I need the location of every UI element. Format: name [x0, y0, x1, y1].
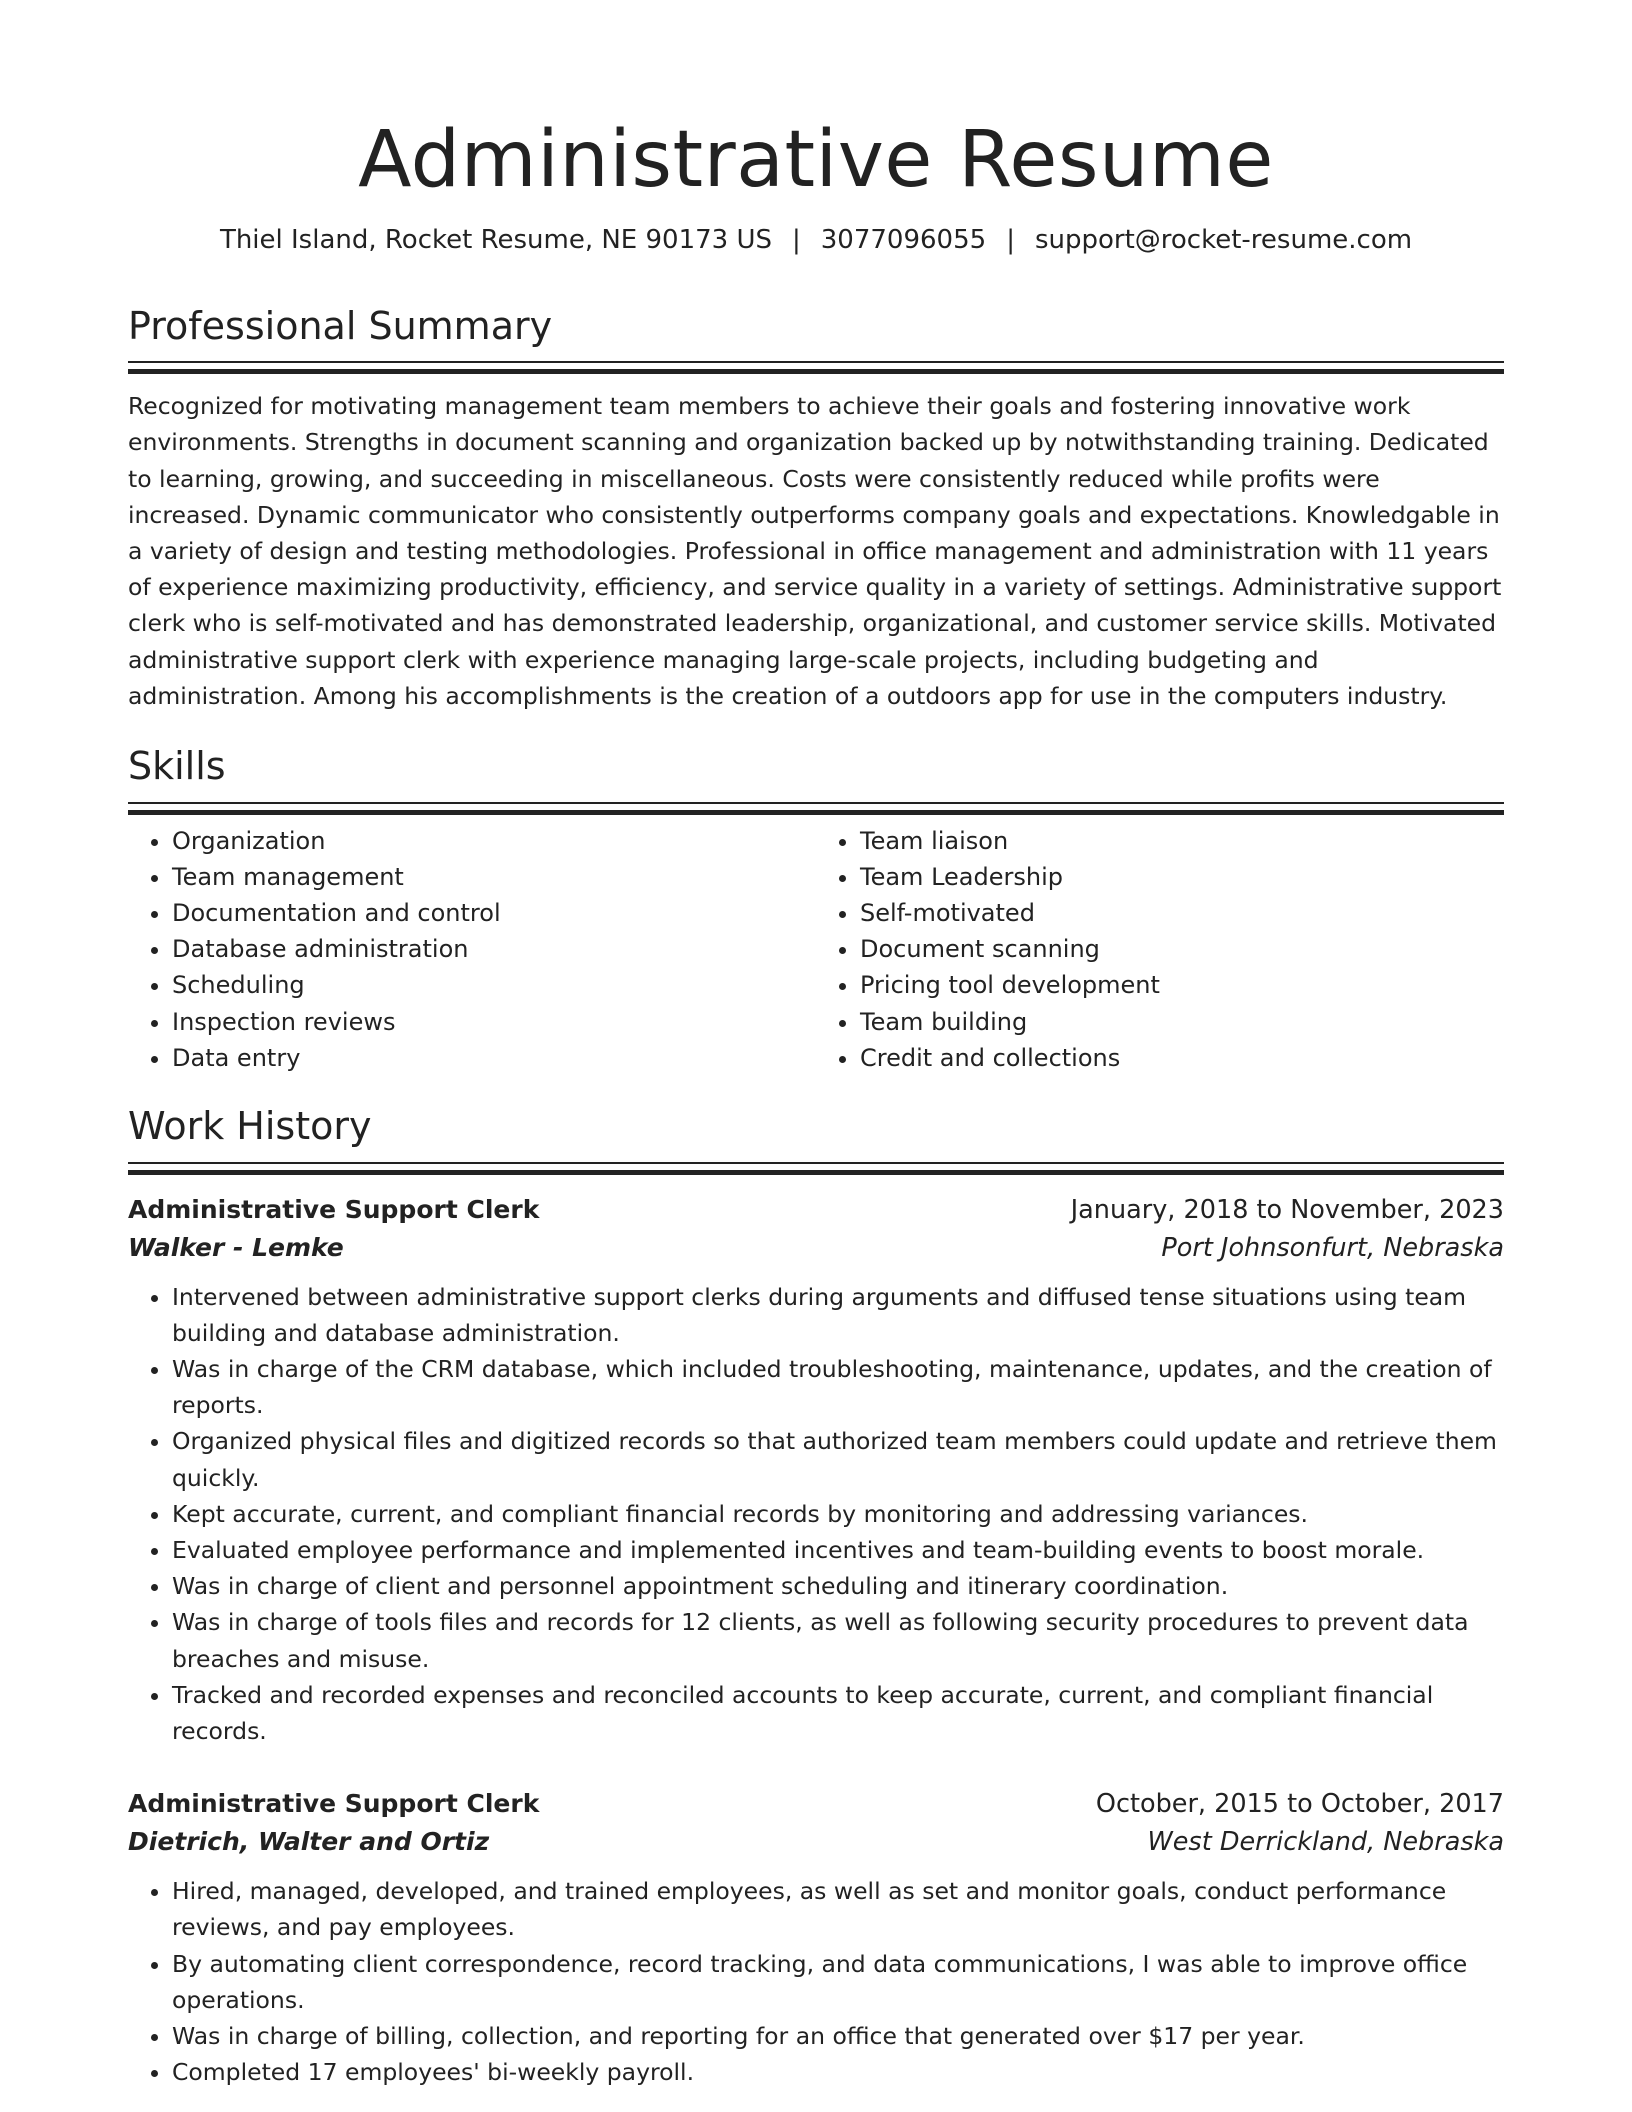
skill-item: • Documentation and control — [172, 895, 816, 931]
section-heading-summary: Professional Summary — [128, 303, 553, 348]
contact-separator: | — [1006, 224, 1015, 255]
skill-item: • Credit and collections — [860, 1040, 1504, 1076]
skill-item: • Database administration — [172, 931, 816, 967]
job-location: Port Johnsonfurt, Nebraska — [1161, 1232, 1504, 1263]
contact-email: support@rocket-resume.com — [1034, 224, 1413, 255]
job-bullet: • Evaluated employee performance and implemented incentives and team-building events to boost morale. — [172, 1532, 1504, 1568]
job-subheader-row — [128, 1229, 1504, 1267]
job-dates: January, 2018 to November, 2023 — [1070, 1194, 1504, 1225]
job-entry — [128, 1191, 1504, 1750]
job-bullet: • Completed 17 employees' bi-weekly payroll. — [172, 2054, 1504, 2090]
professional-summary-section — [128, 304, 1504, 714]
skill-item: • Data entry — [172, 1040, 816, 1076]
contact-separator: | — [792, 224, 801, 255]
job-dates: October, 2015 to October, 2017 — [1095, 1789, 1504, 1820]
skill-item: • Team building — [860, 1004, 1504, 1040]
section-divider — [128, 1162, 1504, 1175]
skill-item: • Team liaison — [860, 823, 1504, 859]
job-company: Dietrich, Walter and Ortiz — [128, 1827, 490, 1857]
section-heading-skills: Skills — [128, 744, 226, 789]
job-subheader-row — [128, 1823, 1504, 1861]
skill-item: • Scheduling — [172, 967, 816, 1003]
job-company: Walker - Lemke — [128, 1232, 344, 1262]
skill-item: • Pricing tool development — [860, 967, 1504, 1003]
skill-item: • Document scanning — [860, 931, 1504, 967]
job-bullet: • Was in charge of client and personnel appointment scheduling and itinerary coordination. — [172, 1568, 1504, 1604]
job-bullet-list — [128, 1873, 1504, 2090]
job-title: Administrative Support Clerk — [128, 1789, 540, 1819]
job-bullet: • Tracked and recorded expenses and reconciled accounts to keep accurate, current, and compliant financial records. — [172, 1677, 1504, 1749]
job-bullet: • By automating client correspondence, record tracking, and data communications, I was able to improve office operations. — [172, 1946, 1504, 2018]
skill-item: • Team Leadership — [860, 859, 1504, 895]
job-bullet: • Organized physical files and digitized records so that authorized team members could update and retrieve them quickly. — [172, 1423, 1504, 1495]
job-entry — [128, 1785, 1504, 2090]
job-header-row — [128, 1785, 1504, 1823]
job-bullet: • Intervened between administrative support clerks during arguments and diffused tense situations using team building and database administration. — [172, 1279, 1504, 1351]
skills-column-left — [128, 823, 816, 1076]
contact-address: Thiel Island, Rocket Resume, NE 90173 US — [219, 224, 772, 255]
job-bullet: • Was in charge of tools files and records for 12 clients, as well as following security procedures to prevent data breaches and misuse. — [172, 1604, 1504, 1676]
work-history-section — [128, 1104, 1504, 2090]
skills-section — [128, 744, 1504, 1076]
resume-title: Administrative Resume — [358, 115, 1274, 205]
contact-phone: 3077096055 — [820, 224, 987, 255]
section-divider — [128, 361, 1504, 374]
job-bullet-list — [128, 1279, 1504, 1750]
job-bullet: • Hired, managed, developed, and trained employees, as well as set and monitor goals, conduct performance reviews, and pay employees. — [172, 1873, 1504, 1945]
job-bullet: • Kept accurate, current, and compliant financial records by monitoring and addressing variances. — [172, 1496, 1504, 1532]
skill-item: • Inspection reviews — [172, 1004, 816, 1040]
skill-item: • Team management — [172, 859, 816, 895]
skills-grid — [128, 823, 1504, 1076]
job-bullet: • Was in charge of the CRM database, which included troubleshooting, maintenance, updates, and the creation of reports. — [172, 1351, 1504, 1423]
job-title: Administrative Support Clerk — [128, 1194, 540, 1224]
contact-line — [128, 224, 1504, 258]
skills-column-right — [816, 823, 1504, 1076]
job-location: West Derrickland, Nebraska — [1147, 1827, 1504, 1858]
skill-item: • Organization — [172, 823, 816, 859]
section-divider — [128, 802, 1504, 815]
job-bullet: • Was in charge of billing, collection, and reporting for an office that generated over $17 per year. — [172, 2018, 1504, 2054]
section-heading-work-history: Work History — [128, 1104, 372, 1149]
skill-item: • Self-motivated — [860, 895, 1504, 931]
job-header-row — [128, 1191, 1504, 1229]
summary-paragraph: Recognized for motivating management team members to achieve their goals and fostering innovative work environments. Strengths in document scanning and organization backed up by notwithstanding training. Dedicated to learning, growing, and succeeding in miscellaneous. Costs were consistently reduced while profits were increased. Dynamic communicator who consistently outperforms company goals and expectations. Knowledgable in a variety of design and testing methodologies. Professional in office management and administration with 11 years of experience maximizing productivity, efficiency, and service quality in a variety of settings. Administrative support clerk who is self-motivated and has demonstrated leadership, organizational, and customer service skills. Motivated administrative support clerk with experience managing large-scale projects, including budgeting and administration. Among his accomplishments is the creation of a outdoors app for use in the computers industry. — [128, 392, 1502, 710]
resume-page — [128, 0, 1504, 2090]
